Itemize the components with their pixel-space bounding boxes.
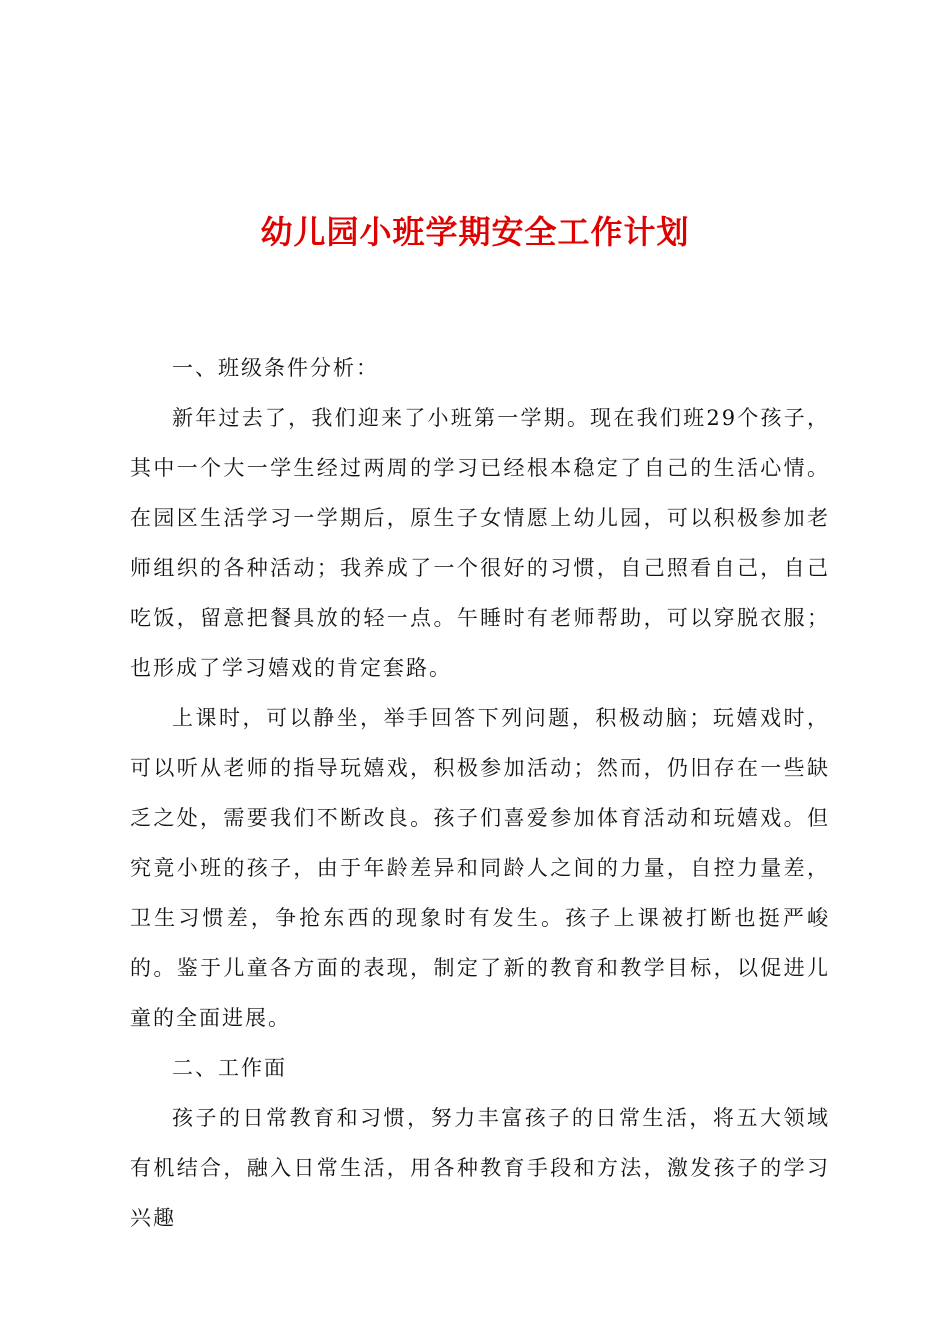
document-title: 幼儿园小班学期安全工作计划 (260, 213, 690, 251)
section-heading-2: 二、工作面 (172, 1056, 287, 1080)
paragraph-3: 孩子的日常教育和习惯，努力丰富孩子的日常生活，将五大领域有机结合，融入日常生活，用各种教育手段和方法，激发孩子的学习兴趣 (130, 1106, 830, 1230)
paragraph-1: 新年过去了，我们迎来了小班第一学期。现在我们班29个孩子，其中一个大一学生经过两周的学习已经根本稳定了自己的生活心情。在园区生活学习一学期后，原生子女情愿上幼儿园，可以积极参加老师组织的各种活动；我养成了一个很好的习惯，自己照看自己，自己吃饭，留意把餐具放的轻一点。午睡时有老师帮助，可以穿脱衣服；也形成了学习嬉戏的肯定套路。 (130, 406, 830, 680)
section-heading-1: 一、班级条件分析： (172, 356, 379, 380)
document-body (130, 343, 830, 1243)
paragraph-2: 上课时，可以静坐，举手回答下列问题，积极动脑；玩嬉戏时，可以听从老师的指导玩嬉戏，积极参加活动；然而，仍旧存在一些缺乏之处，需要我们不断改良。孩子们喜爱参加体育活动和玩嬉戏。但究竟小班的孩子，由于年龄差异和同龄人之间的力量，自控力量差，卫生习惯差，争抢东西的现象时有发生。孩子上课被打断也挺严峻的。鉴于儿童各方面的表现，制定了新的教育和教学目标，以促进儿童的全面进展。 (130, 706, 830, 1030)
